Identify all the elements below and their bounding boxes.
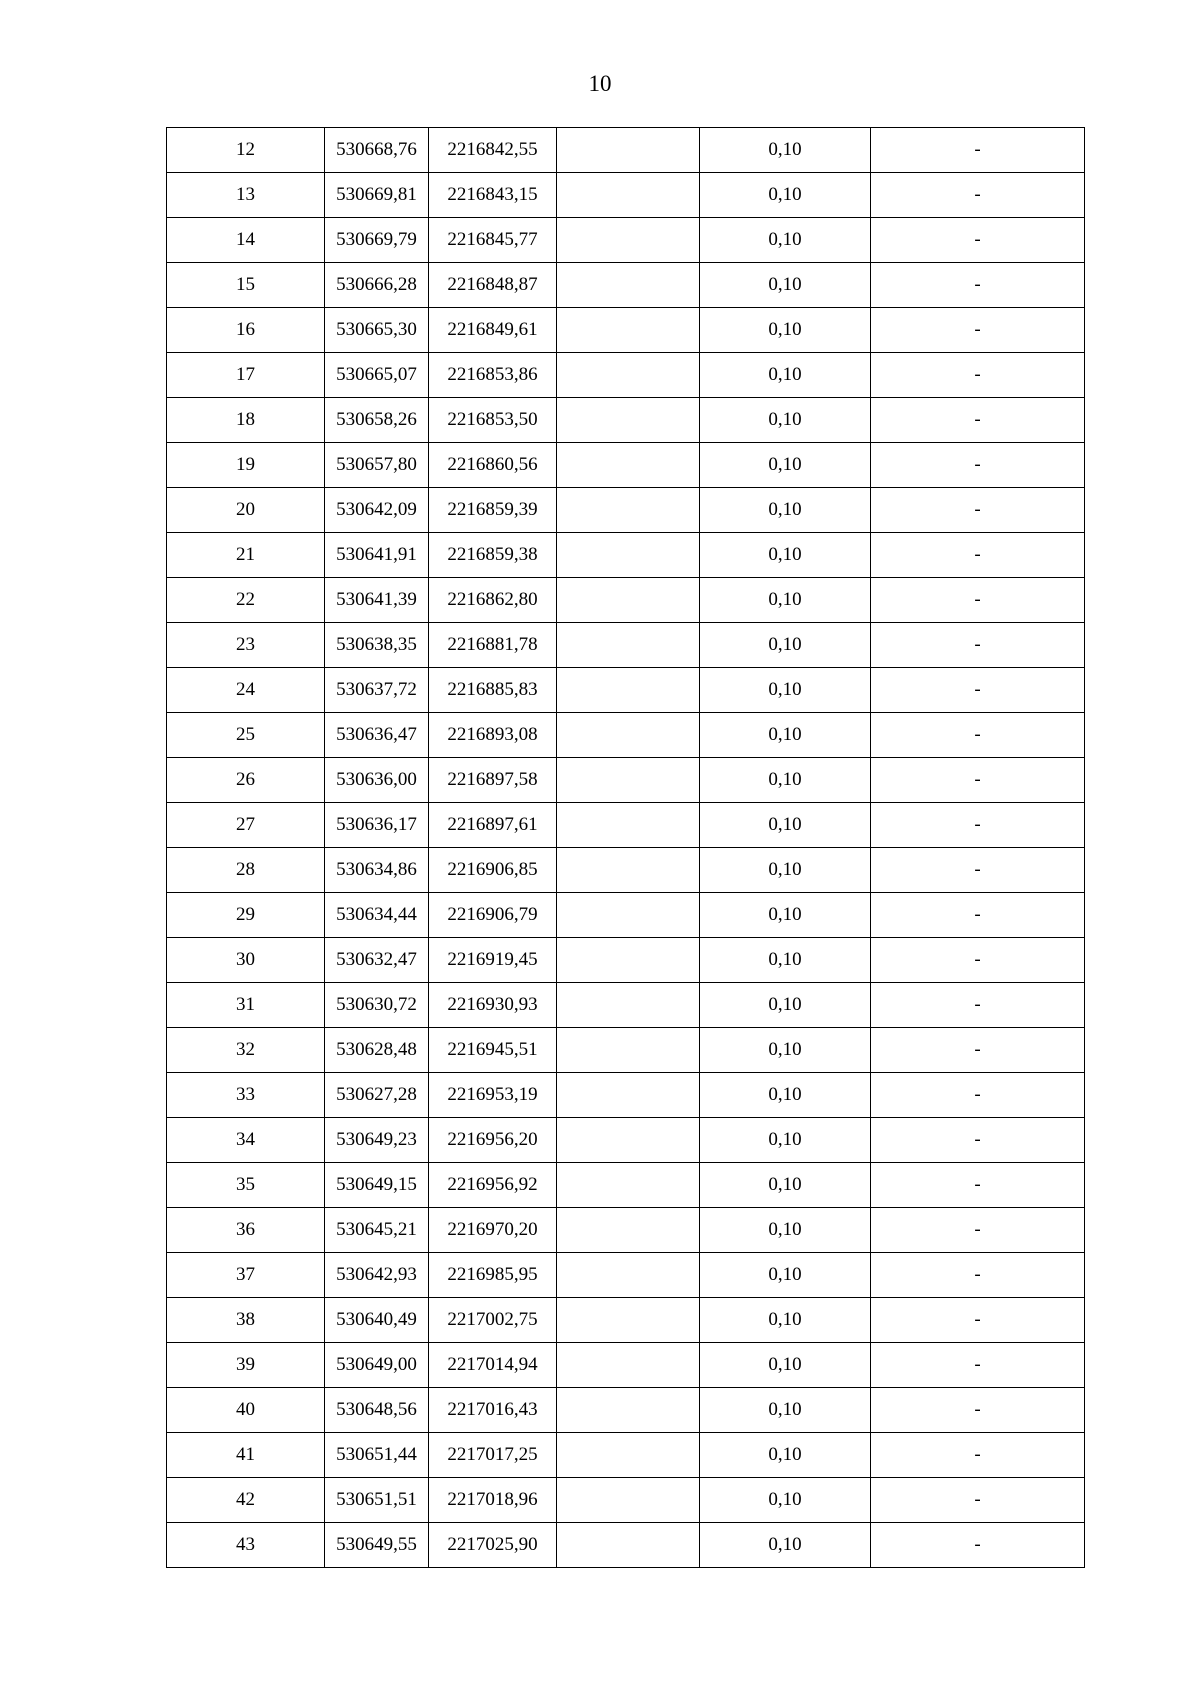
point-number-cell: 34 (167, 1118, 325, 1163)
x-coordinate-cell: 530649,00 (325, 1343, 429, 1388)
value-cell: 0,10 (700, 983, 871, 1028)
x-coordinate-cell: 530658,26 (325, 398, 429, 443)
y-coordinate-cell: 2216859,38 (429, 533, 557, 578)
point-number-cell: 27 (167, 803, 325, 848)
table-row (167, 1298, 1085, 1343)
empty-cell (557, 803, 700, 848)
point-number-cell: 32 (167, 1028, 325, 1073)
y-coordinate-cell: 2216906,79 (429, 893, 557, 938)
empty-cell (557, 1523, 700, 1568)
note-cell: - (871, 1073, 1085, 1118)
table-row (167, 1163, 1085, 1208)
value-cell: 0,10 (700, 1343, 871, 1388)
x-coordinate-cell: 530648,56 (325, 1388, 429, 1433)
y-coordinate-cell: 2216881,78 (429, 623, 557, 668)
note-cell: - (871, 1478, 1085, 1523)
note-cell: - (871, 1298, 1085, 1343)
note-cell: - (871, 488, 1085, 533)
x-coordinate-cell: 530669,81 (325, 173, 429, 218)
note-cell: - (871, 803, 1085, 848)
point-number-cell: 38 (167, 1298, 325, 1343)
point-number-cell: 15 (167, 263, 325, 308)
y-coordinate-cell: 2217017,25 (429, 1433, 557, 1478)
point-number-cell: 26 (167, 758, 325, 803)
value-cell: 0,10 (700, 308, 871, 353)
x-coordinate-cell: 530641,91 (325, 533, 429, 578)
value-cell: 0,10 (700, 353, 871, 398)
x-coordinate-cell: 530665,30 (325, 308, 429, 353)
note-cell: - (871, 1208, 1085, 1253)
y-coordinate-cell: 2216885,83 (429, 668, 557, 713)
empty-cell (557, 1028, 700, 1073)
table-row (167, 1073, 1085, 1118)
empty-cell (557, 488, 700, 533)
value-cell: 0,10 (700, 218, 871, 263)
empty-cell (557, 1073, 700, 1118)
point-number-cell: 19 (167, 443, 325, 488)
table-row (167, 1388, 1085, 1433)
note-cell: - (871, 1253, 1085, 1298)
empty-cell (557, 398, 700, 443)
y-coordinate-cell: 2216845,77 (429, 218, 557, 263)
y-coordinate-cell: 2217002,75 (429, 1298, 557, 1343)
value-cell: 0,10 (700, 263, 871, 308)
point-number-cell: 17 (167, 353, 325, 398)
point-number-cell: 12 (167, 128, 325, 173)
y-coordinate-cell: 2216930,93 (429, 983, 557, 1028)
x-coordinate-cell: 530642,93 (325, 1253, 429, 1298)
point-number-cell: 40 (167, 1388, 325, 1433)
x-coordinate-cell: 530630,72 (325, 983, 429, 1028)
point-number-cell: 24 (167, 668, 325, 713)
y-coordinate-cell: 2216848,87 (429, 263, 557, 308)
y-coordinate-cell: 2216860,56 (429, 443, 557, 488)
note-cell: - (871, 983, 1085, 1028)
note-cell: - (871, 893, 1085, 938)
table-row (167, 758, 1085, 803)
note-cell: - (871, 443, 1085, 488)
value-cell: 0,10 (700, 488, 871, 533)
y-coordinate-cell: 2216853,50 (429, 398, 557, 443)
point-number-cell: 43 (167, 1523, 325, 1568)
note-cell: - (871, 1118, 1085, 1163)
note-cell: - (871, 308, 1085, 353)
empty-cell (557, 668, 700, 713)
x-coordinate-cell: 530636,17 (325, 803, 429, 848)
point-number-cell: 28 (167, 848, 325, 893)
y-coordinate-cell: 2216953,19 (429, 1073, 557, 1118)
empty-cell (557, 218, 700, 263)
value-cell: 0,10 (700, 1028, 871, 1073)
value-cell: 0,10 (700, 668, 871, 713)
point-number-cell: 23 (167, 623, 325, 668)
y-coordinate-cell: 2217014,94 (429, 1343, 557, 1388)
empty-cell (557, 1388, 700, 1433)
empty-cell (557, 173, 700, 218)
note-cell: - (871, 1028, 1085, 1073)
value-cell: 0,10 (700, 173, 871, 218)
table-row (167, 488, 1085, 533)
table-row (167, 1208, 1085, 1253)
table-row (167, 1478, 1085, 1523)
point-number-cell: 21 (167, 533, 325, 578)
x-coordinate-cell: 530649,15 (325, 1163, 429, 1208)
empty-cell (557, 263, 700, 308)
table-row (167, 983, 1085, 1028)
point-number-cell: 20 (167, 488, 325, 533)
y-coordinate-cell: 2217025,90 (429, 1523, 557, 1568)
y-coordinate-cell: 2216859,39 (429, 488, 557, 533)
note-cell: - (871, 1523, 1085, 1568)
table-row (167, 623, 1085, 668)
table-row (167, 308, 1085, 353)
note-cell: - (871, 623, 1085, 668)
table-row (167, 398, 1085, 443)
empty-cell (557, 848, 700, 893)
point-number-cell: 35 (167, 1163, 325, 1208)
table-row (167, 353, 1085, 398)
point-number-cell: 14 (167, 218, 325, 263)
x-coordinate-cell: 530669,79 (325, 218, 429, 263)
value-cell: 0,10 (700, 398, 871, 443)
table-row (167, 893, 1085, 938)
table-row (167, 938, 1085, 983)
empty-cell (557, 1298, 700, 1343)
value-cell: 0,10 (700, 1523, 871, 1568)
value-cell: 0,10 (700, 713, 871, 758)
x-coordinate-cell: 530632,47 (325, 938, 429, 983)
x-coordinate-cell: 530641,39 (325, 578, 429, 623)
point-number-cell: 31 (167, 983, 325, 1028)
table-row (167, 1343, 1085, 1388)
value-cell: 0,10 (700, 893, 871, 938)
x-coordinate-cell: 530628,48 (325, 1028, 429, 1073)
table-row (167, 713, 1085, 758)
empty-cell (557, 1163, 700, 1208)
coordinates-table (166, 127, 1085, 1568)
point-number-cell: 42 (167, 1478, 325, 1523)
empty-cell (557, 1118, 700, 1163)
x-coordinate-cell: 530636,00 (325, 758, 429, 803)
value-cell: 0,10 (700, 533, 871, 578)
point-number-cell: 13 (167, 173, 325, 218)
note-cell: - (871, 1388, 1085, 1433)
page-number: 10 (588, 71, 612, 96)
value-cell: 0,10 (700, 758, 871, 803)
y-coordinate-cell: 2216843,15 (429, 173, 557, 218)
note-cell: - (871, 938, 1085, 983)
note-cell: - (871, 578, 1085, 623)
table-row (167, 803, 1085, 848)
point-number-cell: 36 (167, 1208, 325, 1253)
empty-cell (557, 623, 700, 668)
y-coordinate-cell: 2216897,61 (429, 803, 557, 848)
x-coordinate-cell: 530640,49 (325, 1298, 429, 1343)
x-coordinate-cell: 530651,51 (325, 1478, 429, 1523)
y-coordinate-cell: 2216970,20 (429, 1208, 557, 1253)
value-cell: 0,10 (700, 803, 871, 848)
x-coordinate-cell: 530638,35 (325, 623, 429, 668)
x-coordinate-cell: 530657,80 (325, 443, 429, 488)
y-coordinate-cell: 2216985,95 (429, 1253, 557, 1298)
y-coordinate-cell: 2216956,92 (429, 1163, 557, 1208)
point-number-cell: 39 (167, 1343, 325, 1388)
value-cell: 0,10 (700, 848, 871, 893)
x-coordinate-cell: 530649,55 (325, 1523, 429, 1568)
x-coordinate-cell: 530636,47 (325, 713, 429, 758)
empty-cell (557, 533, 700, 578)
empty-cell (557, 1478, 700, 1523)
point-number-cell: 22 (167, 578, 325, 623)
y-coordinate-cell: 2216849,61 (429, 308, 557, 353)
value-cell: 0,10 (700, 578, 871, 623)
value-cell: 0,10 (700, 623, 871, 668)
value-cell: 0,10 (700, 1118, 871, 1163)
value-cell: 0,10 (700, 1163, 871, 1208)
note-cell: - (871, 398, 1085, 443)
table-row (167, 128, 1085, 173)
value-cell: 0,10 (700, 443, 871, 488)
empty-cell (557, 1343, 700, 1388)
table-row (167, 1433, 1085, 1478)
empty-cell (557, 443, 700, 488)
y-coordinate-cell: 2216842,55 (429, 128, 557, 173)
table-row (167, 848, 1085, 893)
value-cell: 0,10 (700, 938, 871, 983)
y-coordinate-cell: 2216893,08 (429, 713, 557, 758)
table-row (167, 443, 1085, 488)
table-row (167, 263, 1085, 308)
y-coordinate-cell: 2216897,58 (429, 758, 557, 803)
table-row (167, 1118, 1085, 1163)
point-number-cell: 25 (167, 713, 325, 758)
empty-cell (557, 893, 700, 938)
y-coordinate-cell: 2216956,20 (429, 1118, 557, 1163)
table-row (167, 1028, 1085, 1073)
note-cell: - (871, 263, 1085, 308)
x-coordinate-cell: 530665,07 (325, 353, 429, 398)
x-coordinate-cell: 530666,28 (325, 263, 429, 308)
note-cell: - (871, 533, 1085, 578)
x-coordinate-cell: 530627,28 (325, 1073, 429, 1118)
note-cell: - (871, 1343, 1085, 1388)
note-cell: - (871, 758, 1085, 803)
table-row (167, 578, 1085, 623)
y-coordinate-cell: 2216906,85 (429, 848, 557, 893)
value-cell: 0,10 (700, 1478, 871, 1523)
y-coordinate-cell: 2217018,96 (429, 1478, 557, 1523)
empty-cell (557, 1433, 700, 1478)
note-cell: - (871, 848, 1085, 893)
note-cell: - (871, 128, 1085, 173)
empty-cell (557, 353, 700, 398)
empty-cell (557, 1253, 700, 1298)
y-coordinate-cell: 2216853,86 (429, 353, 557, 398)
point-number-cell: 41 (167, 1433, 325, 1478)
note-cell: - (871, 173, 1085, 218)
table-row (167, 668, 1085, 713)
empty-cell (557, 308, 700, 353)
x-coordinate-cell: 530634,44 (325, 893, 429, 938)
empty-cell (557, 713, 700, 758)
value-cell: 0,10 (700, 1073, 871, 1118)
empty-cell (557, 758, 700, 803)
point-number-cell: 16 (167, 308, 325, 353)
x-coordinate-cell: 530651,44 (325, 1433, 429, 1478)
value-cell: 0,10 (700, 1253, 871, 1298)
y-coordinate-cell: 2217016,43 (429, 1388, 557, 1433)
point-number-cell: 30 (167, 938, 325, 983)
empty-cell (557, 938, 700, 983)
note-cell: - (871, 1163, 1085, 1208)
table-row (167, 218, 1085, 263)
x-coordinate-cell: 530645,21 (325, 1208, 429, 1253)
point-number-cell: 18 (167, 398, 325, 443)
x-coordinate-cell: 530642,09 (325, 488, 429, 533)
table-row (167, 533, 1085, 578)
x-coordinate-cell: 530668,76 (325, 128, 429, 173)
point-number-cell: 33 (167, 1073, 325, 1118)
table-body (167, 128, 1085, 1568)
note-cell: - (871, 1433, 1085, 1478)
y-coordinate-cell: 2216945,51 (429, 1028, 557, 1073)
note-cell: - (871, 668, 1085, 713)
y-coordinate-cell: 2216862,80 (429, 578, 557, 623)
table-row (167, 173, 1085, 218)
point-number-cell: 29 (167, 893, 325, 938)
value-cell: 0,10 (700, 1298, 871, 1343)
table-row (167, 1523, 1085, 1568)
point-number-cell: 37 (167, 1253, 325, 1298)
note-cell: - (871, 353, 1085, 398)
value-cell: 0,10 (700, 1388, 871, 1433)
empty-cell (557, 128, 700, 173)
empty-cell (557, 983, 700, 1028)
y-coordinate-cell: 2216919,45 (429, 938, 557, 983)
empty-cell (557, 1208, 700, 1253)
table-row (167, 1253, 1085, 1298)
empty-cell (557, 578, 700, 623)
value-cell: 0,10 (700, 128, 871, 173)
value-cell: 0,10 (700, 1208, 871, 1253)
x-coordinate-cell: 530649,23 (325, 1118, 429, 1163)
note-cell: - (871, 713, 1085, 758)
x-coordinate-cell: 530637,72 (325, 668, 429, 713)
x-coordinate-cell: 530634,86 (325, 848, 429, 893)
value-cell: 0,10 (700, 1433, 871, 1478)
note-cell: - (871, 218, 1085, 263)
